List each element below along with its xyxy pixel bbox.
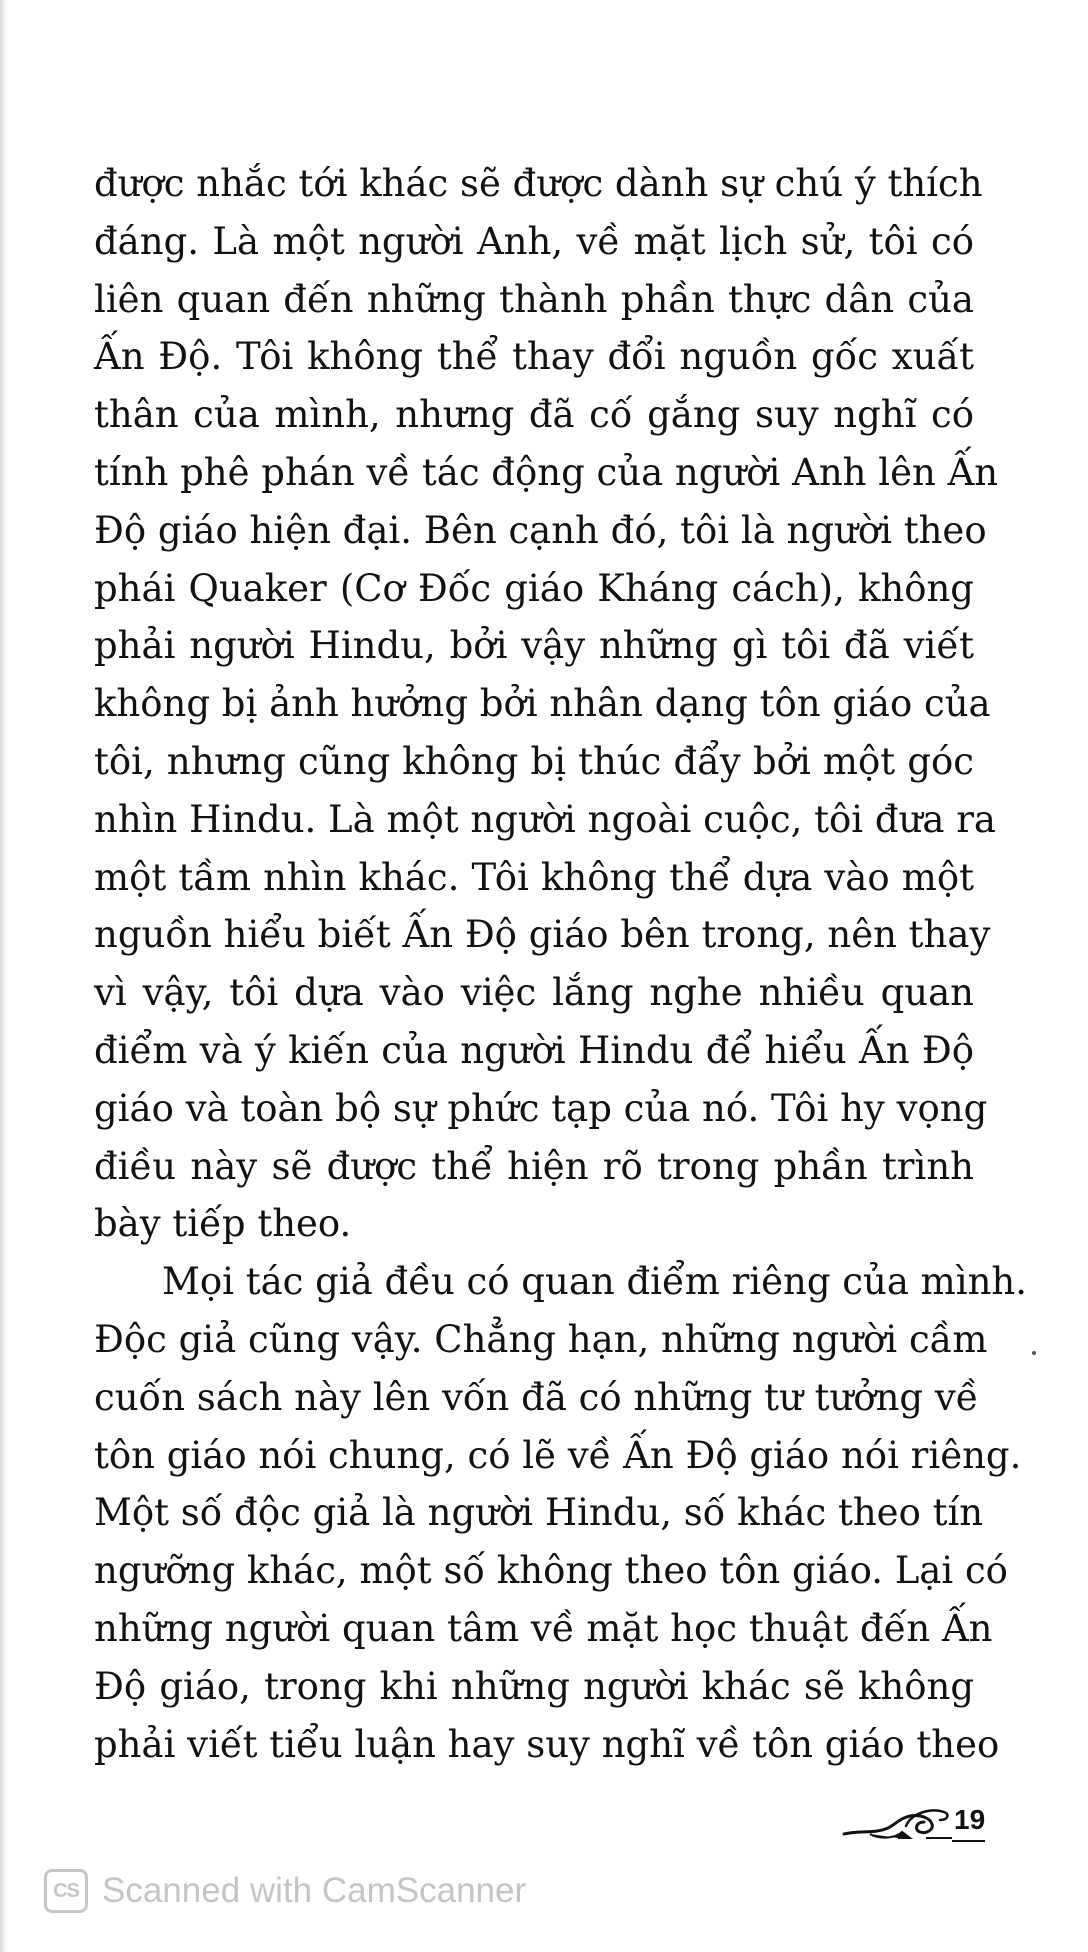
text-line: điều này sẽ được thể hiện rõ trong phần trình [94, 1144, 974, 1188]
text-line: một tầm nhìn khác. Tôi không thể dựa vào một [94, 855, 974, 899]
text-line: thân của mình, nhưng đã cố gắng suy nghĩ có [94, 393, 974, 437]
text-line: những người quan tâm về mặt học thuật đến Ấn [94, 1606, 993, 1650]
text-line: Ấn Độ. Tôi không thể thay đổi nguồn gốc xuất [94, 335, 974, 379]
scan-speck [1032, 1351, 1036, 1355]
text-line: ngưỡng khác, một số không theo tôn giáo. Lại có [94, 1549, 1008, 1593]
text-line: nhìn Hindu. Là một người ngoài cuộc, tôi đưa ra [94, 797, 996, 841]
text-line: đáng. Là một người Anh, về mặt lịch sử, tôi có [94, 219, 974, 263]
text-line: được nhắc tới khác sẽ được dành sự chú ý thích [94, 162, 983, 205]
text-line: tôn giáo nói chung, có lẽ về Ấn Độ giáo nói riêng. [94, 1433, 1022, 1477]
text-line: giáo và toàn bộ sự phức tạp của nó. Tôi hy vọng [94, 1086, 988, 1130]
text-line: Độ giáo hiện đại. Bên cạnh đó, tôi là người theo [94, 508, 987, 552]
text-line: tính phê phán về tác động của người Anh lên Ấn [94, 450, 999, 494]
text-line: Độ giáo, trong khi những người khác sẽ không [94, 1664, 974, 1708]
text-line: không bị ảnh hưởng bởi nhân dạng tôn giáo của [94, 682, 991, 726]
text-line: phải viết tiểu luận hay suy nghĩ về tôn giáo theo [94, 1722, 1000, 1766]
watermark-text: Scanned with CamScanner [102, 1871, 527, 1910]
paragraph-end-line: bày tiếp theo. [94, 1202, 352, 1246]
text-line: cuốn sách này lên vốn đã có những tư tưởng về [94, 1375, 979, 1419]
text-line: phái Quaker (Cơ Đốc giáo Kháng cách), không [94, 566, 974, 610]
page-edge-shadow [0, 0, 8, 1952]
page-footer [840, 1800, 990, 1850]
text-line: vì vậy, tôi dựa vào việc lắng nghe nhiều quan [94, 971, 974, 1015]
text-line: liên quan đến những thành phần thực dân của [94, 277, 974, 321]
paragraph-start-line: Mọi tác giả đều có quan điểm riêng của mình. [162, 1260, 1028, 1304]
text-line: Độc giả cũng vậy. Chẳng hạn, những người cầm [94, 1317, 988, 1361]
scroll-flourish-icon [840, 1804, 952, 1844]
text-line: Một số độc giả là người Hindu, số khác theo tín [94, 1491, 984, 1535]
camscanner-logo: CS [44, 1869, 88, 1913]
camscanner-watermark [44, 1866, 526, 1916]
text-line: nguồn hiểu biết Ấn Độ giáo bên trong, nên thay [94, 913, 991, 957]
page-number: 19 [952, 1800, 985, 1842]
body-text [94, 155, 1028, 1773]
text-line: tôi, nhưng cũng không bị thúc đẩy bởi một góc [94, 739, 974, 783]
text-line: phải người Hindu, bởi vậy những gì tôi đã viết [94, 624, 974, 668]
text-line: điểm và ý kiến của người Hindu để hiểu Ấn Độ [94, 1028, 974, 1072]
